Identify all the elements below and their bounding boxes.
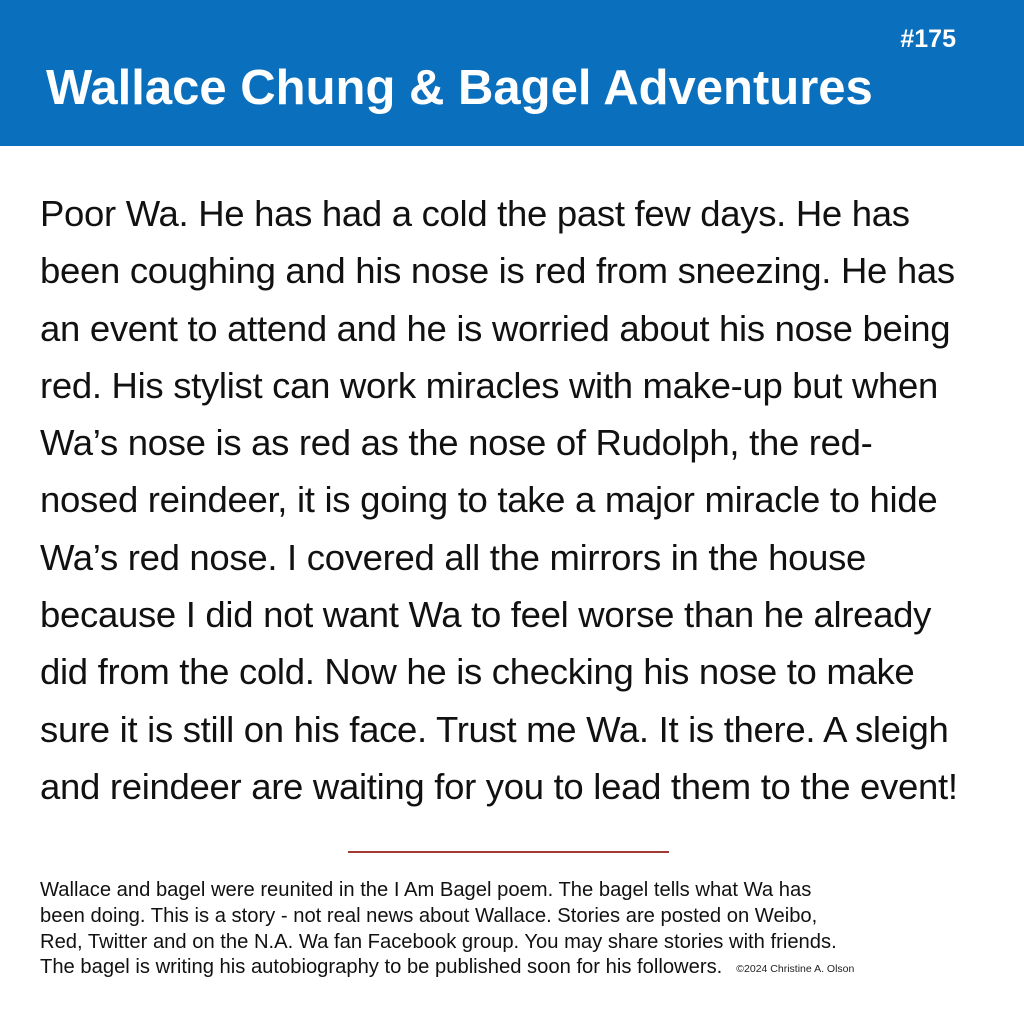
story-line: nosed reindeer, it is going to take a major miracle to hide (40, 479, 938, 521)
story-line: Wa’s nose is as red as the nose of Rudolph, the red- (40, 422, 873, 464)
story-line: Poor Wa. He has had a cold the past few days. He has (40, 193, 910, 234)
footer-note (40, 878, 1000, 983)
footer-line: Wallace and bagel were reunited in the I Am Bagel poem. The bagel tells what Wa has (40, 879, 812, 901)
story-line: sure it is still on his face. Trust me Wa. It is there. A sleigh (40, 708, 949, 750)
header-banner (0, 0, 1024, 146)
story-line: been coughing and his nose is red from sneezing. He has (40, 250, 955, 292)
episode-number: #175 (900, 25, 956, 53)
footer-line-last (40, 955, 1000, 983)
story-line: red. His stylist can work miracles with make-up but when (40, 364, 939, 406)
footer-line: been doing. This is a story - not real news about Wallace. Stories are posted on Weibo, (40, 904, 818, 927)
story-line: did from the cold. Now he is checking his nose to make (40, 651, 915, 693)
story-line: and reindeer are waiting for you to lead them to the event! (40, 765, 958, 807)
section-divider (348, 851, 669, 853)
footer-line-text: The bagel is writing his autobiography to be published soon for his followers. (40, 956, 723, 979)
copyright-notice: ©2024 Christine A. Olson (736, 963, 855, 976)
page-title: Wallace Chung & Bagel Adventures (46, 61, 873, 115)
footer-line: Red, Twitter and on the N.A. Wa fan Facebook group. You may share stories with friends. (40, 930, 837, 953)
story-line: Wa’s red nose. I covered all the mirrors in the house (40, 536, 867, 578)
story-line: an event to attend and he is worried about his nose being (40, 307, 951, 349)
story-body (40, 185, 1002, 815)
story-line: because I did not want Wa to feel worse than he already (40, 594, 932, 636)
